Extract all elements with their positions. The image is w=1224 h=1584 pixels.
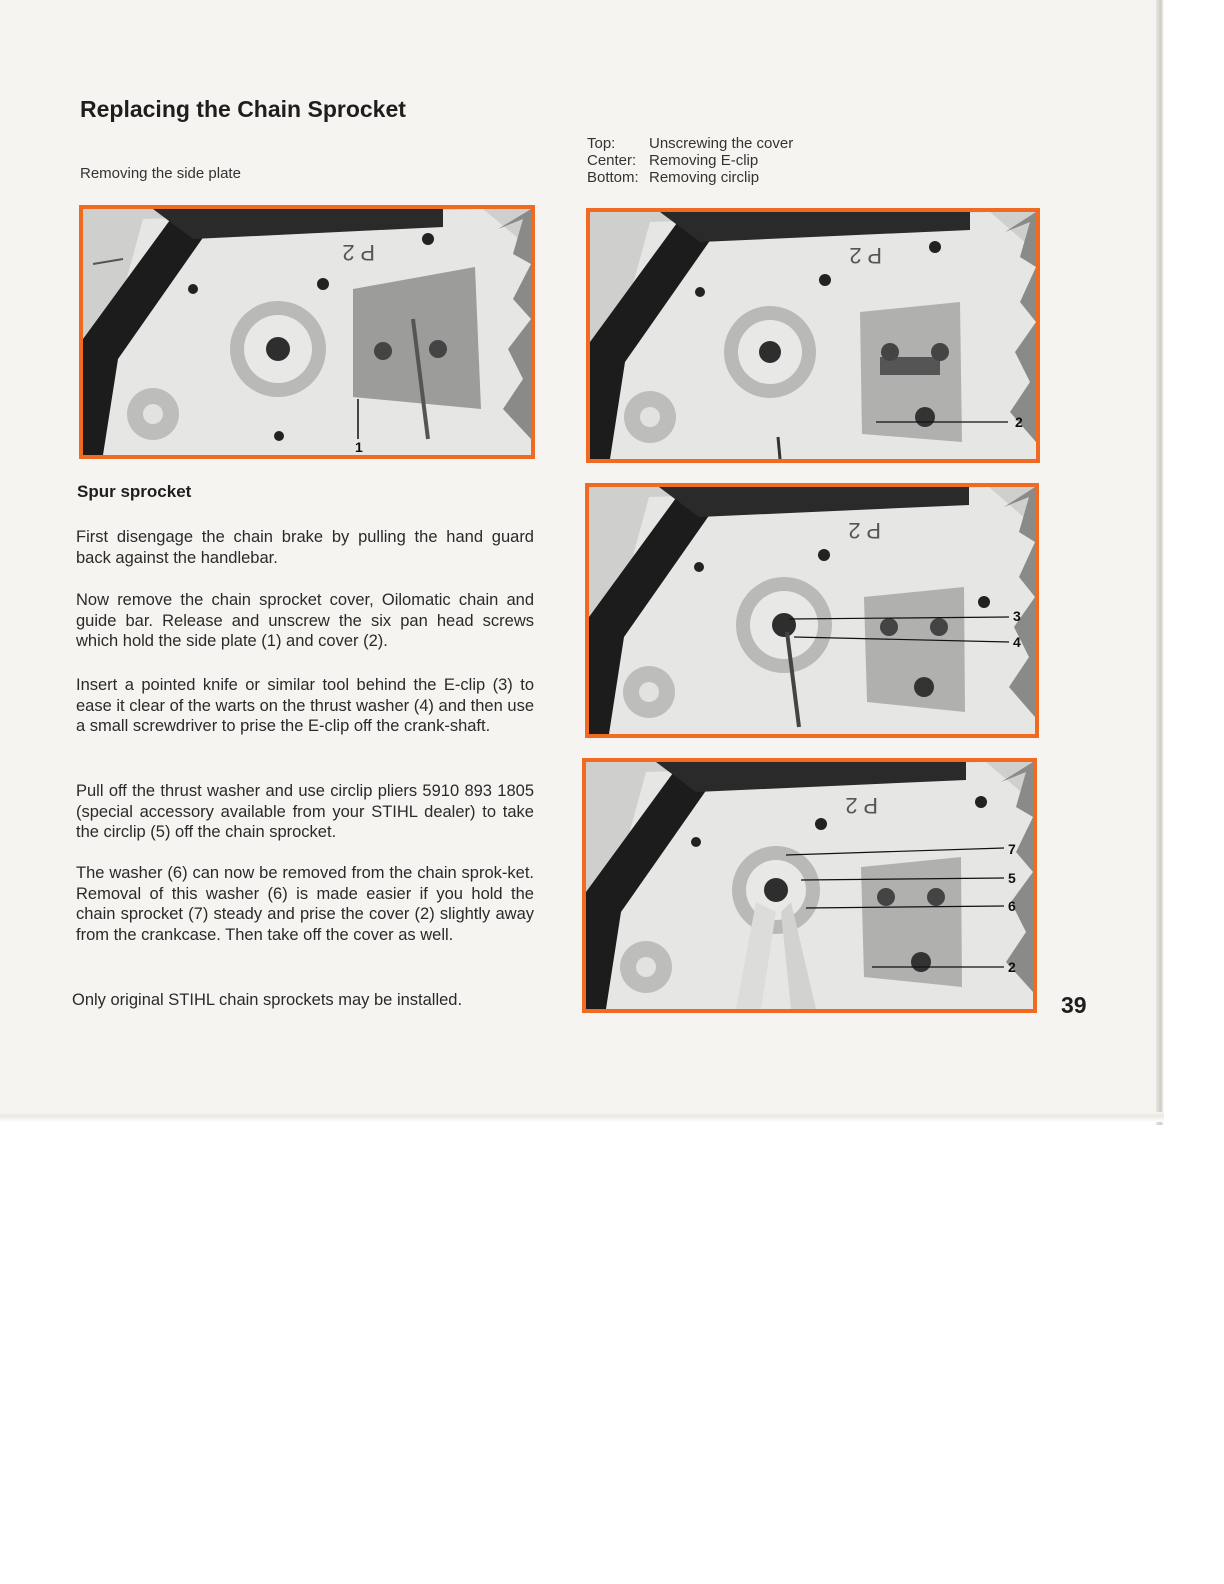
saw-illustration bbox=[83, 209, 531, 455]
callout-label: 6 bbox=[1008, 898, 1016, 914]
page-title: Replacing the Chain Sprocket bbox=[80, 96, 406, 122]
paper-edge bbox=[1156, 0, 1164, 1125]
saw-illustration bbox=[586, 762, 1033, 1009]
paragraph: Only original STIHL chain sprockets may be installed. bbox=[72, 991, 463, 1009]
photo-removing-eclip bbox=[585, 483, 1039, 738]
embossed-mark: P 2 bbox=[342, 240, 375, 265]
caption-text: Unscrewing the cover bbox=[649, 135, 794, 152]
paragraph: The washer (6) can now be removed from the chain sprok-ket. Removal of this washer (6) is made easier if you hold the chain sprocket (7) steady and prise the cover (2) slightly away from the crankcase. Then take off the cover as well. bbox=[76, 864, 534, 944]
caption-top bbox=[587, 135, 793, 152]
paragraph: Now remove the chain sprocket cover, Oilomatic chain and guide bar. Release and unscrew the six pan head screws which hold the side plate (1) and cover (2). bbox=[76, 591, 534, 650]
caption-text: Removing circlip bbox=[649, 169, 760, 186]
saw-illustration bbox=[590, 212, 1036, 459]
photo-removing-circlip bbox=[582, 758, 1037, 1013]
callout-label: 4 bbox=[1013, 634, 1021, 650]
paragraph: First disengage the chain brake by pulling the hand guard back against the handlebar. bbox=[76, 528, 534, 567]
caption-text: Removing E-clip bbox=[649, 152, 759, 169]
saw-illustration bbox=[589, 487, 1035, 734]
callout-label: 3 bbox=[1013, 608, 1021, 624]
caption-center bbox=[587, 152, 793, 169]
page-number: 39 bbox=[1061, 992, 1087, 1018]
photo-removing-side-plate bbox=[79, 205, 535, 459]
callout-label: 1 bbox=[355, 439, 363, 455]
paragraph: Insert a pointed knife or similar tool behind the E-clip (3) to ease it clear of the warts on the thrust washer (4) and then use a small screwdriver to prise the E-clip off the crank-shaft. bbox=[76, 676, 534, 735]
embossed-mark: P 2 bbox=[849, 243, 882, 268]
embossed-mark: P 2 bbox=[845, 793, 878, 818]
paper-bottom-edge bbox=[0, 1112, 1164, 1122]
photo-captions bbox=[587, 135, 793, 186]
caption-bottom bbox=[587, 169, 793, 186]
callout-label: 5 bbox=[1008, 870, 1016, 886]
paragraph: Pull off the thrust washer and use circlip pliers 5910 893 1805 (special accessory available from your STIHL dealer) to take the circlip (5) off the chain sprocket. bbox=[76, 782, 534, 841]
caption-label: Bottom: bbox=[587, 169, 639, 186]
callout-label: 7 bbox=[1008, 841, 1016, 857]
callout-label: 2 bbox=[1008, 959, 1016, 975]
section-heading: Spur sprocket bbox=[77, 482, 192, 501]
callout-label: 2 bbox=[1015, 414, 1023, 430]
caption-label: Top: bbox=[587, 135, 616, 152]
caption-label: Center: bbox=[587, 152, 637, 169]
embossed-mark: P 2 bbox=[848, 518, 881, 543]
side-plate-caption: Removing the side plate bbox=[80, 165, 241, 182]
photo-unscrewing-cover bbox=[586, 208, 1040, 463]
